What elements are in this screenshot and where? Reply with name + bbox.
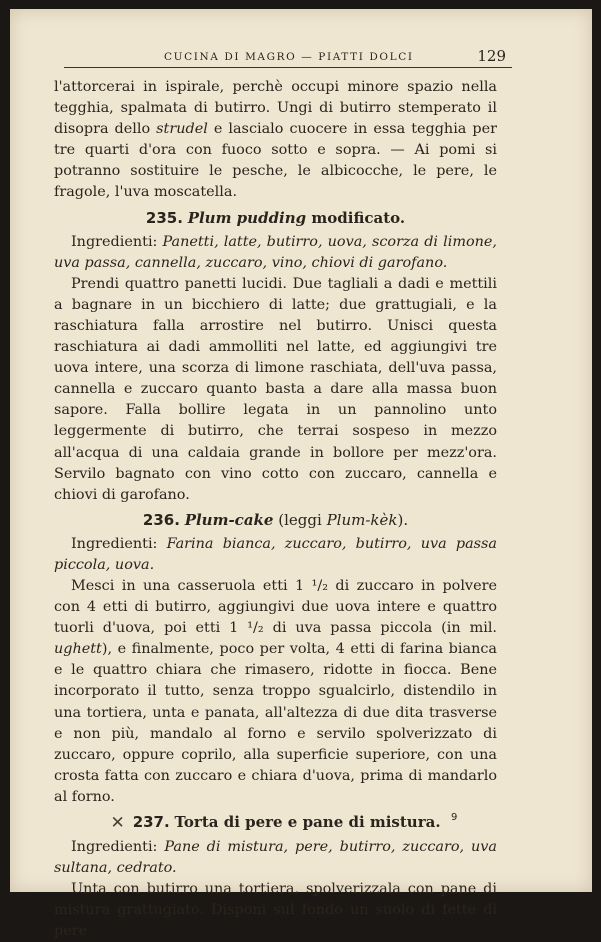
milanese-term: ughett bbox=[54, 641, 102, 658]
recipe-title: Torta di pere e pane di mistura. bbox=[174, 813, 441, 831]
ingredients-235 bbox=[54, 232, 497, 274]
method-text: Mesci in una casseruola etti 1 bbox=[71, 577, 312, 594]
pronunciation-suffix: ). bbox=[397, 510, 409, 529]
recipe-title: Plum-cake bbox=[184, 510, 274, 529]
method-237: Unta con butirro una tortiera, spolverizzala con pane di mistura grattugiato. Disponi sul fondo un suolo di fette di pere bbox=[54, 881, 497, 940]
recipe-number: 237. bbox=[132, 813, 170, 831]
intro-text-2: e lascialo cuocere in essa tegghia per tre quarti d'ora con fuoco sotto e sopra. — Ai pomi si potranno sostituire le pesche, le albicocche, le pere, le fragole, l'uva moscatella. bbox=[54, 121, 498, 201]
body-text bbox=[54, 77, 497, 942]
method-235: Prendi quattro panetti lucidi. Due tagliali a dadi e mettili a bagnare in un bicchiero di latte; due grattugiali, e la raschiatura falla arrostire nel butirro. Unisci questa raschiatura ai dadi ammolliti nel latte, ed aggiungivi tre uova intere, una scorza di limone raschiata, dell'uva passa, cannella e zuccaro quanto basta a dare alla massa buon sapore. Falla bollire legata in un pannolino unto leggermente di butirro, che terrai sospeso in mezzo all'acqua di una caldaia grande in bollore per mezz'ora. Servilo bagnato con vino cotto con zuccaro, cannella e chiovi di garofano. bbox=[54, 275, 497, 503]
cross-mark-icon: ✕ bbox=[110, 813, 125, 833]
method-236 bbox=[54, 576, 497, 808]
ingredients-list: Pane di mistura, pere, butirro, zuccaro, uva sultana, cedrato. bbox=[54, 839, 497, 877]
page-number: 129 bbox=[477, 47, 506, 65]
ingredients-236 bbox=[54, 534, 497, 576]
running-head: CUCINA DI MAGRO — PIATTI DOLCI bbox=[164, 51, 414, 63]
ingredients-label: Ingredienti: bbox=[71, 839, 165, 855]
fraction: ¹/₂ bbox=[311, 577, 328, 594]
method-text: di uva passa piccola (in mil. bbox=[263, 620, 497, 637]
intro-text-1: l'attorcerai in ispirale, perchè occupi minore spazio nella tegghia, spalmata di butirro. Ungi di butirro stemperato il disopra dello bbox=[54, 79, 497, 138]
recipe-heading-237 bbox=[54, 811, 497, 834]
fraction: ¹/₂ bbox=[247, 620, 264, 637]
ingredients-label: Ingredienti: bbox=[71, 233, 163, 250]
recipe-heading-235 bbox=[54, 207, 497, 229]
recipe-number: 236. bbox=[142, 510, 180, 529]
intro-paragraph bbox=[54, 77, 497, 204]
ingredients-list: Farina bianca, zuccaro, butirro, uva passa piccola, uova. bbox=[54, 535, 498, 573]
ingredients-237 bbox=[54, 837, 497, 879]
method-text: di zuccaro in polvere con 4 etti di butirro, aggiungivi due uova intere e quattro tuorli d'uova, poi etti 1 bbox=[54, 577, 497, 637]
book-page bbox=[10, 9, 592, 940]
recipe-title-italic: Plum pudding bbox=[187, 208, 307, 227]
signature-mark: 9 bbox=[451, 812, 458, 823]
pronunciation: Plum-kèk bbox=[326, 510, 398, 529]
recipe-number: 235. bbox=[145, 208, 183, 227]
pronunciation-prefix: (leggi bbox=[273, 510, 327, 529]
recipe-heading-236 bbox=[54, 509, 497, 531]
page-header bbox=[64, 45, 512, 68]
recipe-title-rest: modificato. bbox=[306, 208, 406, 227]
ingredients-label: Ingredienti: bbox=[71, 535, 167, 552]
method-text: ), e finalmente, poco per volta, 4 etti di farina bianca e le quattro chiara che rimasero, ridotte in fiocca. Bene incorporato il tutto, senza troppo sgualcirlo, distendilo in una tortiera, unta e panata, all'altezza di due dita trasverse e non più, mandalo al forno e servilo spolverizzato di zuccaro, oppure coprilo, alla superficie superiore, con una crosta fatta con zuccaro e chiara d'uova, prima di mandarlo al forno. bbox=[54, 641, 497, 805]
ingredients-list: Panetti, latte, butirro, uova, scorza di limone, uva passa, cannella, zuccaro, vino, chiovi di garofano. bbox=[54, 233, 498, 271]
intro-strudel-term: strudel bbox=[156, 121, 208, 138]
